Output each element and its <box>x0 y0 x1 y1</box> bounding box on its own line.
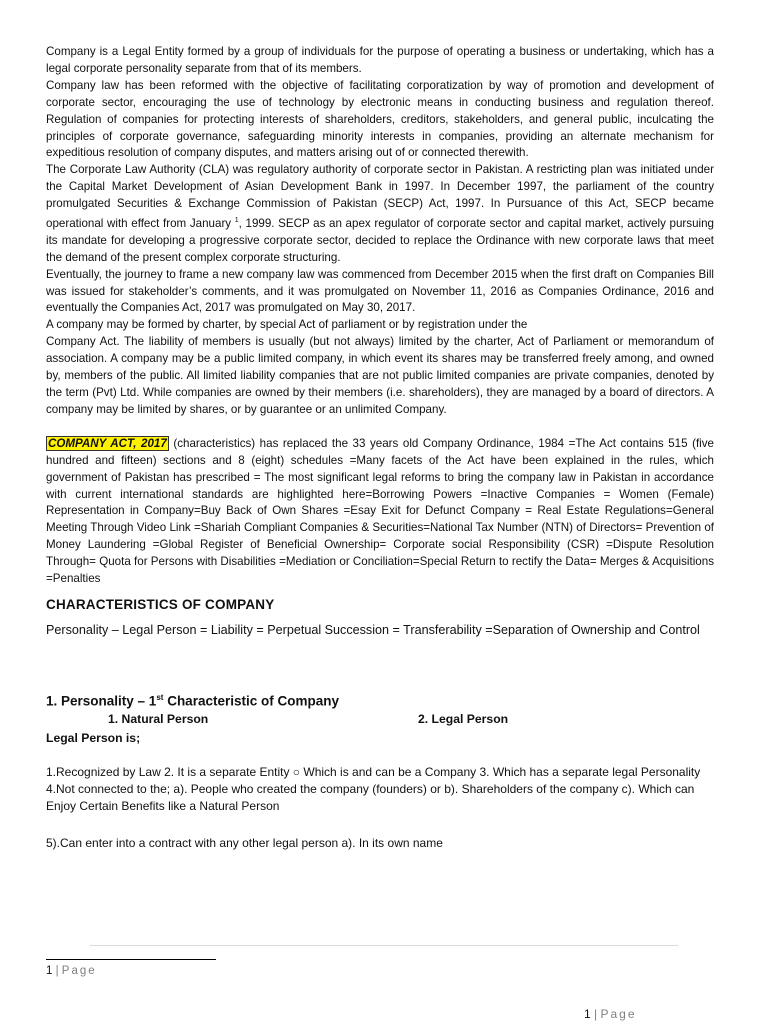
footnote-rule <box>46 959 216 960</box>
intro-paragraph-1: Company is a Legal Entity formed by a group of individuals for the purpose of operating a business or undertaking, which has a legal corporate personality separate from that of its members. <box>46 45 714 75</box>
superscript-one: 1 <box>234 217 239 225</box>
page-number: 1 <box>46 965 53 977</box>
characteristics-list: Personality – Legal Person = Liability = Perpetual Succession = Transferability =Separation of Ownership and Control <box>46 622 700 637</box>
section-1-heading-sup: st <box>156 692 164 702</box>
intro-paragraph-4: Eventually, the journey to frame a new company law was commenced from December 2015 when the first draft on Companies Bill was issued for stakeholder’s comments, and it was promulgated on November 11, 2016 as Companies Ordinance, 2016 and eventually the Companies Act, 2017 was promulgated on May 30, 2017. <box>46 267 714 315</box>
characteristics-heading: CHARACTERISTICS OF COMPANY <box>46 596 275 612</box>
intro-paragraph-2: Company law has been reformed with the objective of facilitating corporatization by way of promotion and development of corporate sector, encouraging the use of technology by electronic means in conducting business and regulation thereof. Regulation of companies for protecting interests of shareholders, creditors, stakeholders, and general public, inculcating the principles of corporate governance, safeguarding minority interests in companies, providing an alternate mechanism for expeditious resolution of company disputes, and matters arising out of or connected therewith. <box>46 78 714 160</box>
document-body <box>46 44 714 852</box>
section-1-heading-pre: 1. Personality – 1 <box>46 693 157 709</box>
legal-person-items: 1.Recognized by Law 2. It is a separate Entity ○ Which is and can be a Company 3. Which has a separate legal Personality 4.Not connected to the; a). People who created the company (founders) or b). Shareholders of the company c). Which can Enjoy Certain Benefits like a Natural Person <box>46 765 701 814</box>
secp-text: The Corporate Law Authority (CLA) was regulatory authority of corporate sector in Pakistan. A restricting plan was initiated under the Capital Market Development of Asian Development Bank in 1997. In December 1997, the parliament of the country promulgated Securities & Exchange Commission of Pakistan (SECP) Act, 1997. In Pursuance of this Act, SECP became operational with effect from January <box>46 163 714 230</box>
page-word: Page <box>600 1007 637 1021</box>
person-types-row <box>46 711 714 731</box>
intro-paragraph-3 <box>46 162 714 266</box>
page-separator: | <box>590 1007 601 1021</box>
secp-text-tail: , 1999. SECP as an apex regulator of corporate sector and capital market, actively pursuing its mandate for developing a progressive corporate sector, decided to replace the Ordinance with new corporate laws that meet the demand of the present complex corporate structuring. <box>46 216 715 264</box>
company-act-text: (characteristics) has replaced the 33 years old Company Ordinance, 1984 =The Act contains 515 (five hundred and fifteen) sections and 8 (eight) schedules =Many facets of the Act have been explained in the rules, which government of Pakistan has prescribed = The most significant legal reforms to bring the company law in Pakistan in accordance with current international standards are highlighted here=Borrowing Powers =Inactive Companies = Women (Female) Representation in Company=Buy Back of Own Shares =Esay Exit for Defunct Company = Real Estate Regulations=General Meeting Through Video Link =Shariah Compliant Companies & Securities=National Tax Number (NTN) of Directors= Prevention of Money Laundering =Global Register of Beneficial Ownership= Corporate social Responsibility (CSR) =Dispute Resolution Through= Quota for Persons with Disabilities =Mediation or Conciliation=Special Return to rectify the Data= Merges & Acquisitions =Penalties <box>46 436 714 586</box>
natural-person-label: 1. Natural Person <box>108 712 209 727</box>
legal-person-item-5: 5).Can enter into a contract with any other legal person a). In its own name <box>46 836 443 851</box>
company-act-highlight: COMPANY ACT, 2017 <box>48 436 167 450</box>
company-act-paragraph <box>46 436 714 588</box>
page-number: 1 <box>584 1007 591 1021</box>
intro-paragraph-6: Company Act. The liability of members is usually (but not always) limited by the charter, Act of Parliament or memorandum of association. A company may be a public limited company, in which event its shares may be transferred freely among, and owned by, members of the public. All limited liability companies that are not public limited companies are private companies, denoted by the term (Pvt) Ltd. While companies are owned by their members (i.e. shareholders), they are managed by a board of directors. A company may be limited by shares, or by guarantee or an unlimited Company. <box>46 335 714 416</box>
page-separator: | <box>52 965 62 977</box>
footer-page-number-right <box>584 1007 637 1021</box>
page-word: Page <box>61 965 97 977</box>
legal-person-label: 2. Legal Person <box>418 712 509 727</box>
section-1-heading <box>46 693 714 709</box>
section-1-heading-post: Characteristic of Company <box>163 693 339 709</box>
legal-person-is-label: Legal Person is; <box>46 731 141 746</box>
divider-line <box>90 945 678 946</box>
intro-paragraph-5: A company may be formed by charter, by special Act of parliament or by registration under the <box>46 318 528 332</box>
footer-page-number-left <box>46 965 97 977</box>
